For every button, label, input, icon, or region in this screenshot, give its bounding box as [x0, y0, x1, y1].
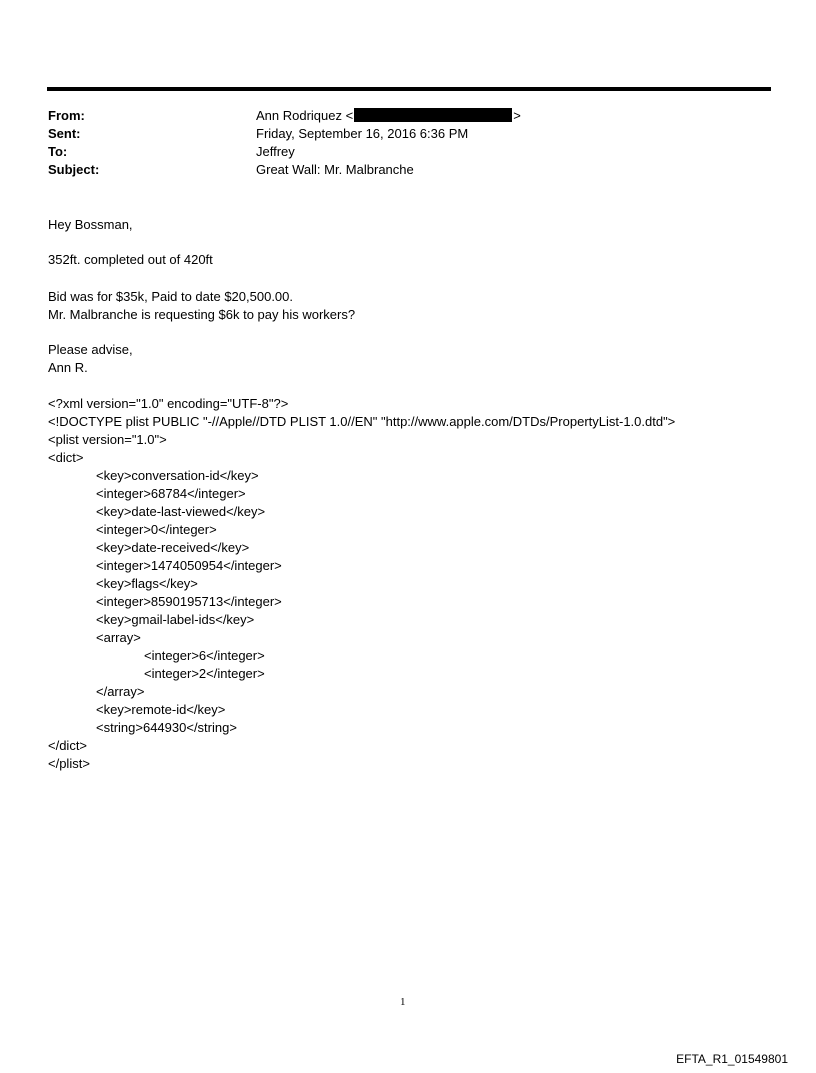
plist-line: <key>gmail-label-ids</key> [96, 612, 255, 627]
to-row [48, 143, 748, 161]
from-close: > [513, 108, 521, 123]
plist-line: <key>conversation-id</key> [96, 468, 259, 483]
sent-row [48, 125, 748, 143]
plist-line: <key>date-received</key> [96, 540, 250, 555]
dict-open: <dict> [48, 450, 84, 465]
plist-line: <integer>2</integer> [144, 666, 265, 681]
from-value [256, 107, 521, 125]
dict-close: </dict> [48, 738, 88, 753]
from-label: From: [48, 108, 85, 123]
plist-line: <integer>1474050954</integer> [96, 558, 282, 573]
header-rule [47, 87, 771, 91]
signature-line: Ann R. [48, 360, 88, 375]
closing-line: Please advise, [48, 342, 133, 357]
subject-row [48, 161, 748, 179]
plist-line: <key>date-last-viewed</key> [96, 504, 266, 519]
to-value: Jeffrey [256, 144, 295, 159]
progress-line: 352ft. completed out of 420ft [48, 252, 213, 267]
to-label: To: [48, 144, 68, 159]
document-id: EFTA_R1_01549801 [676, 1052, 788, 1066]
plist-close: </plist> [48, 756, 90, 771]
plist-line: <integer>0</integer> [96, 522, 217, 537]
from-row [48, 107, 748, 125]
redaction-box [354, 108, 512, 122]
plist-line: <key>remote-id</key> [96, 702, 226, 717]
subject-label: Subject: [48, 162, 100, 177]
sent-value: Friday, September 16, 2016 6:36 PM [256, 126, 469, 141]
page-number: 1 [400, 996, 406, 1008]
bid-paragraph [48, 288, 768, 324]
plist-line: <integer>8590195713</integer> [96, 594, 282, 609]
plist-block [48, 395, 788, 773]
xml-declaration: <?xml version="1.0" encoding="UTF-8"?> [48, 396, 289, 411]
sent-label: Sent: [48, 126, 81, 141]
plist-line: <key>flags</key> [96, 576, 198, 591]
doctype-line: <!DOCTYPE plist PUBLIC "-//Apple//DTD PLIST 1.0//EN" "http://www.apple.com/DTDs/PropertyList-1.0.dtd"> [48, 414, 676, 429]
progress-paragraph [48, 251, 768, 269]
plist-open: <plist version="1.0"> [48, 432, 167, 447]
from-name: Ann Rodriquez < [256, 108, 354, 123]
plist-line: <string>644930</string> [96, 720, 237, 735]
plist-line: </array> [96, 684, 145, 699]
plist-line: <integer>68784</integer> [96, 486, 246, 501]
request-line: Mr. Malbranche is requesting $6k to pay his workers? [48, 307, 356, 322]
greeting-line: Hey Bossman, [48, 217, 133, 232]
subject-value: Great Wall: Mr. Malbranche [256, 162, 414, 177]
plist-line: <integer>6</integer> [144, 648, 265, 663]
plist-line: <array> [96, 630, 141, 645]
bid-line: Bid was for $35k, Paid to date $20,500.00. [48, 289, 294, 304]
closing-paragraph [48, 341, 768, 377]
greeting [48, 216, 768, 234]
